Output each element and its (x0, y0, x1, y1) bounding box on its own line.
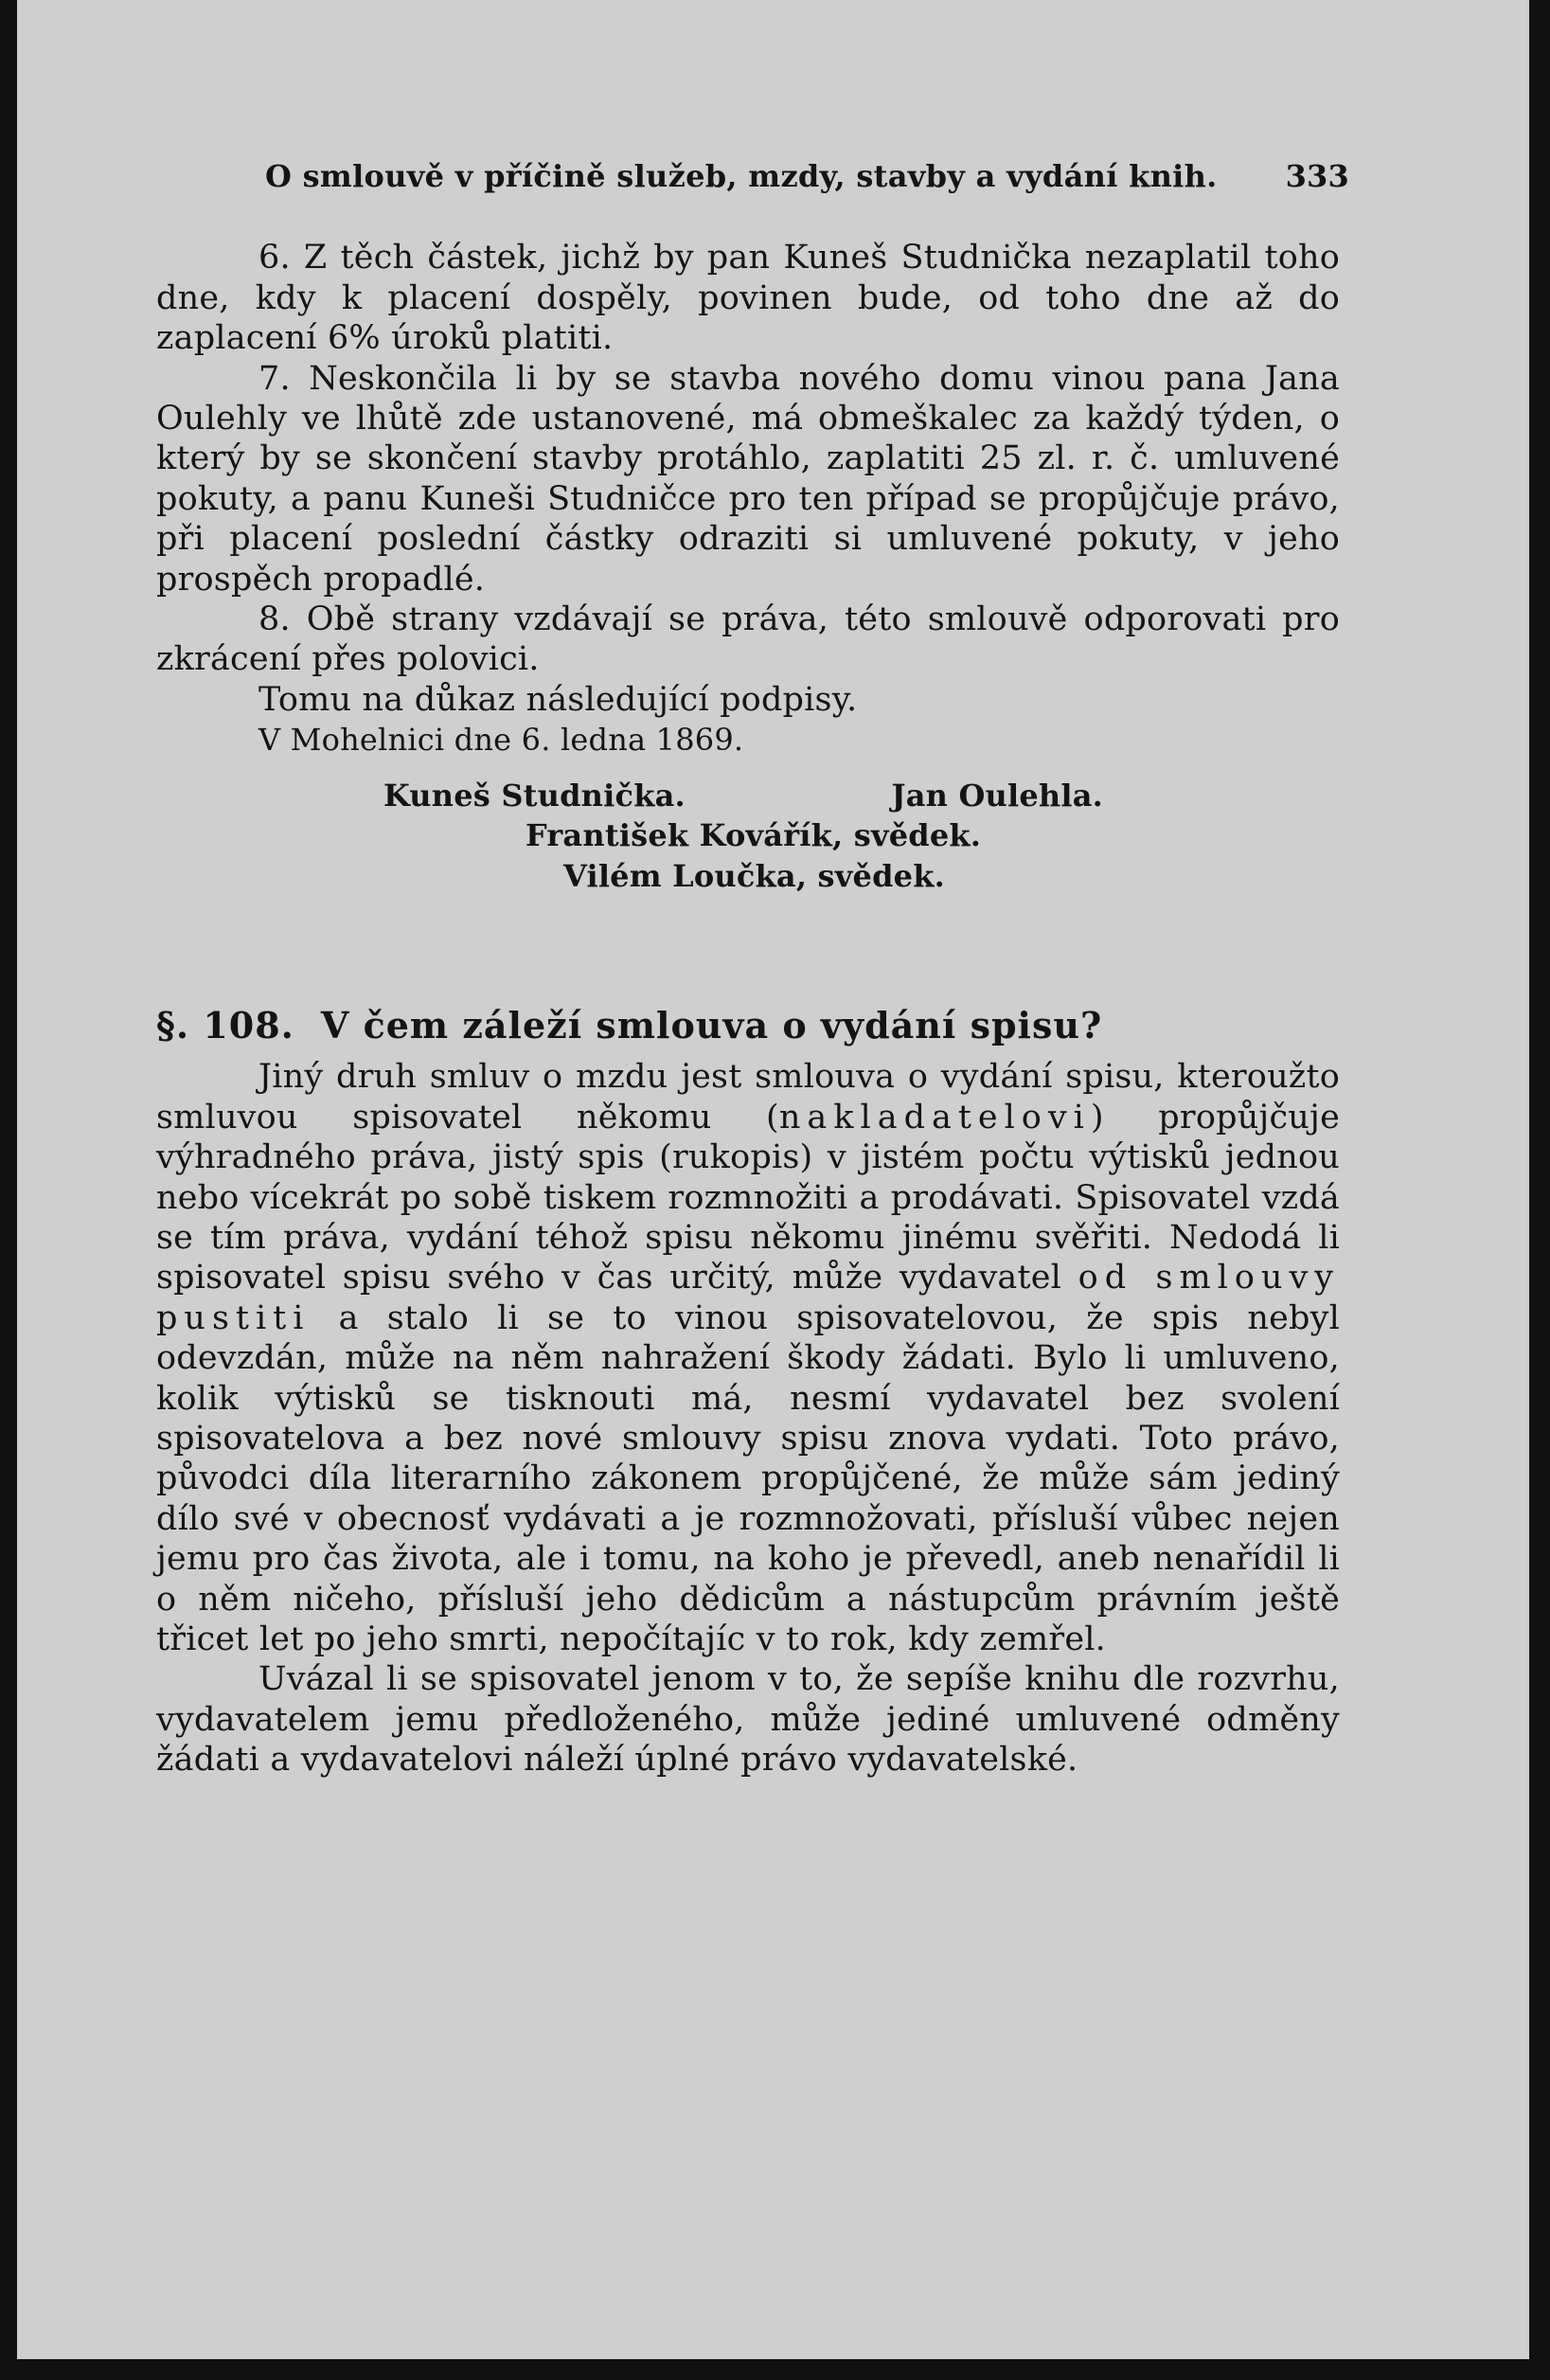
signature-witness1: František Kovářík, svědek. (526, 817, 982, 854)
place-date: V Mohelnici dne 6. ledna 1869. (258, 722, 744, 759)
paragraph-7: 7. Neskončila li by se stavba nového domu vinou pana Jana Oulehly ve lhůtě zde ustanovené, má obmeškalec za každý týden, o který by se skončení stavby protáhlo, zaplatiti 25 zl. r. č. umluvené pokuty, a panu Kuneši Studničce pro ten případ se propůjčuje právo, při placení poslední částky odraziti si umluvené pokuty, v jeho prospěch propadlé. (156, 359, 1340, 599)
signature-party2: Jan Oulehla. (891, 777, 1103, 814)
scan-border (0, 2359, 1550, 2380)
spaced-term-od-smlouvy: od smlouvy pustiti (156, 1259, 1340, 1337)
section-title: V čem záleží smlouva o vydání spisu? (320, 1003, 1103, 1047)
running-header (265, 156, 1349, 196)
section-number: §. 108. (156, 1003, 294, 1047)
paragraph-8: 8. Obě strany vzdávají se práva, této smlouvě odporovati pro zkrácení přes polovici. (156, 600, 1340, 679)
body-paragraph-2: Uvázal li se spisovatel jenom v to, že sepíše knihu dle rozvrhu, vydavatelem jemu předloženého, může jediné umluvené odměny žádati a vydavatelovi náleží úplné právo vydavatelské. (156, 1660, 1340, 1780)
spaced-term-nakladatel: nakladatelovi (778, 1098, 1091, 1136)
section-heading (156, 1003, 1340, 1047)
body-text-part-a: Jiný druh smluv o mzdu jest smlouva o vydání spisu, kteroužto smluvou spisovatel někomu ( (156, 1058, 1340, 1136)
header-title: O smlouvě v příčině služeb, mzdy, stavby a vydání knih. (265, 158, 1218, 194)
signature-witness2: Vilém Loučka, svědek. (563, 857, 945, 894)
body-text-part-c: a stalo li se to vinou spisovatelovou, že spis nebyl odevzdán, může na něm nahražení škody žádati. Bylo li umluveno, kolik výtisků se tisknouti má, nesmí vydavatel bez svolení spisovatelova a bez nové smlouvy spisu znova vydati. Toto právo, původci díla literarního zákonem propůjčené, že může sám jediný dílo své v obecnosť vydávati a je rozmnožovati, přísluší vůbec nejen jemu pro čas života, ale i tomu, na koho je převedl, aneb nenařídil li o něm ničeho, přísluší jeho dědicům a nástupcům právním ještě třicet let po jeho smrti, nepočítajíc v to rok, kdy zemřel. (156, 1298, 1340, 1658)
body-text-part-b: ) propůjčuje výhradného práva, jistý spis (rukopis) v jistém počtu výtisků jednou nebo vícekrát po sobě tiskem rozmnožiti a prodávati. Spisovatel vzdá se tím práva, vydání téhož spisu někomu jinému svěřiti. Nedodá li spisovatel spisu svého v čas určitý, může vydavatel (156, 1098, 1340, 1297)
page-number: 333 (1285, 158, 1349, 194)
body-paragraph-1 (156, 1057, 1340, 1659)
signature-party1: Kuneš Studnička. (383, 777, 686, 814)
paragraph-6: 6. Z těch částek, jichž by pan Kuneš Studnička nezaplatil toho dne, kdy k placení dospěly, povinen bude, od toho dne až do zaplacení 6% úroků platiti. (156, 239, 1340, 358)
signature-row (383, 776, 1103, 815)
page-text (156, 156, 1349, 1781)
proof-line: Tomu na důkaz následující podpisy. (258, 680, 858, 719)
